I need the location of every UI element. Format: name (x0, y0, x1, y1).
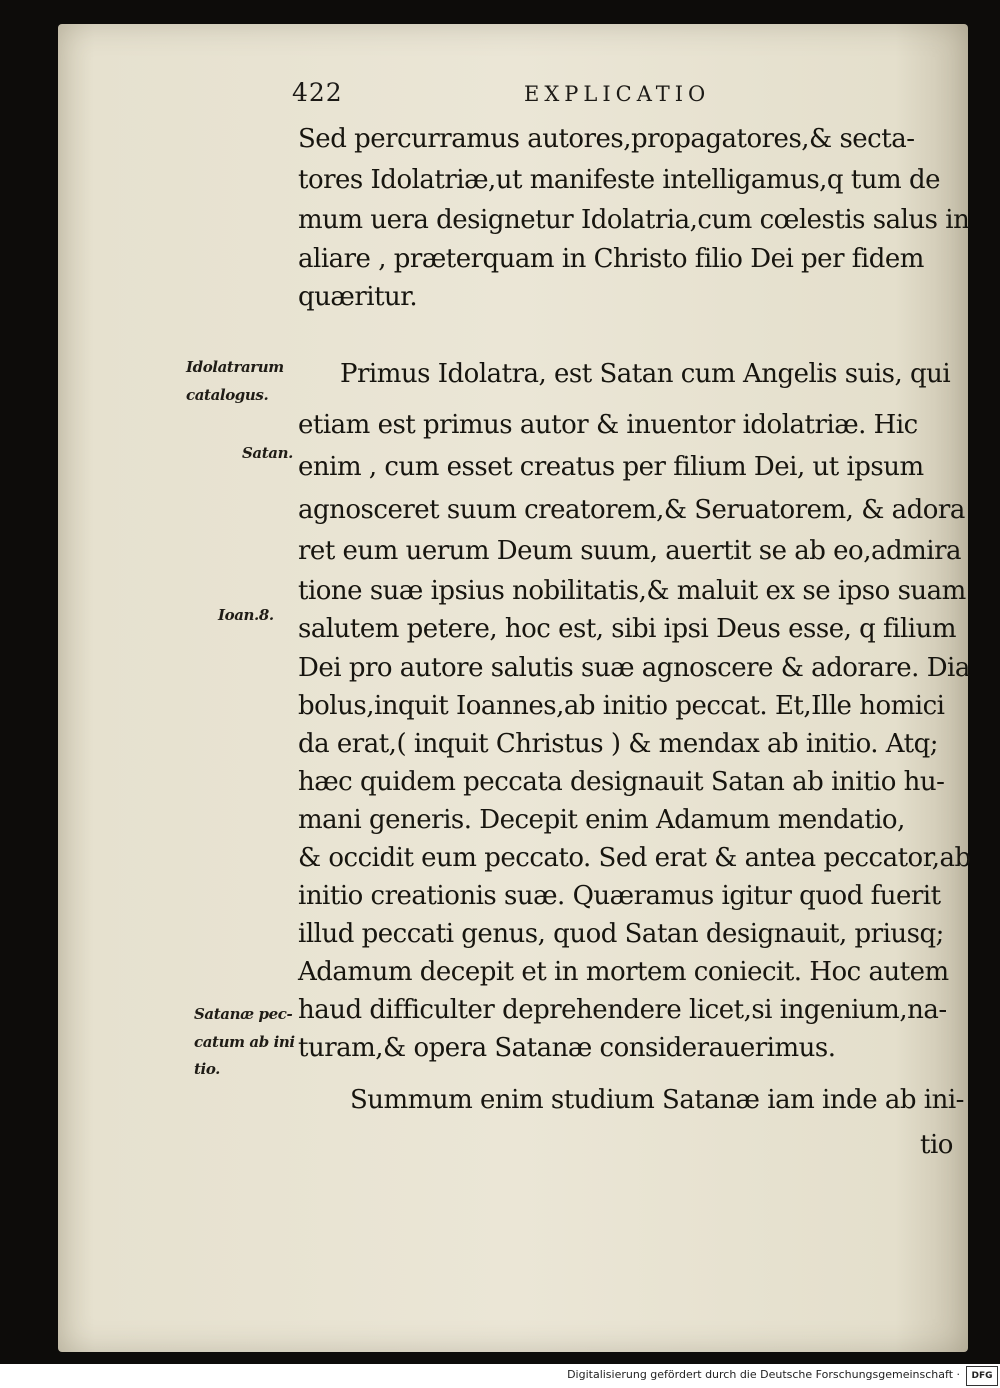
running-head: EXPLICATIO (524, 82, 711, 106)
text-line: enim , cum esset creatus per filium Dei, ut ipsum (298, 452, 924, 482)
marginal-note-ioan: Ioan.8. (218, 606, 274, 624)
text-line: haud difficulter deprehendere licet,si ingenium,na- (298, 995, 947, 1025)
marginal-note-satanae-peccatum: Satanæ pec- (194, 1005, 293, 1023)
text-line: Summum enim studium Satanæ iam inde ab ini- (350, 1085, 964, 1115)
text-line: initio creationis suæ. Quæramus igitur quod fuerit (298, 881, 941, 911)
text-line: ret eum uerum Deum suum, auertit se ab eo,admira (298, 536, 962, 566)
marginal-note-satan: Satan. (242, 444, 293, 462)
text-line: mum uera designetur Idolatria,cum cœlestis salus in (298, 205, 970, 235)
text-line: Dei pro autore salutis suæ agnoscere & adorare. Dia (298, 653, 970, 683)
catchword: tio (920, 1130, 953, 1160)
text-line: aliare , præterquam in Christo filio Dei per fidem (298, 244, 924, 274)
text-line: turam,& opera Satanæ considerauerimus. (298, 1033, 836, 1063)
text-line: Adamum decepit et in mortem coniecit. Hoc autem (298, 957, 949, 987)
text-line: agnosceret suum creatorem,& Seruatorem, & adora (298, 495, 965, 525)
text-line: & occidit eum peccato. Sed erat & antea peccator,ab (298, 843, 971, 873)
text-line: hæc quidem peccata designauit Satan ab initio hu- (298, 767, 945, 797)
text-line: da erat,( inquit Christus ) & mendax ab initio. Atq; (298, 729, 938, 759)
text-line: Sed percurramus autores,propagatores,& secta- (298, 124, 915, 154)
dfg-logo: DFG (966, 1366, 998, 1386)
marginal-note-idolatrarum: Idolatrarum (186, 358, 284, 376)
text-line: salutem petere, hoc est, sibi ipsi Deus esse, q filium (298, 614, 957, 644)
text-line: Primus Idolatra, est Satan cum Angelis suis, qui (340, 359, 951, 389)
page-number: 422 (292, 78, 343, 107)
text-line: bolus,inquit Ioannes,ab initio peccat. Et,Ille homici (298, 691, 945, 721)
text-line: quæritur. (298, 282, 418, 312)
text-line: tione suæ ipsius nobilitatis,& maluit ex se ipso suam (298, 576, 966, 606)
marginal-note-catum-ab-ini: catum ab ini (194, 1033, 295, 1051)
footer-credit: Digitalisierung gefördert durch die Deutsche Forschungsgemeinschaft · (567, 1368, 960, 1381)
marginal-note-tio: tio. (194, 1060, 220, 1078)
text-line: illud peccati genus, quod Satan designauit, priusq; (298, 919, 944, 949)
marginal-note-catalogus: catalogus. (186, 386, 269, 404)
text-line: etiam est primus autor & inuentor idolatriæ. Hic (298, 410, 918, 440)
text-line: mani generis. Decepit enim Adamum mendatio, (298, 805, 905, 835)
text-line: tores Idolatriæ,ut manifeste intelligamus,q tum de (298, 165, 940, 195)
